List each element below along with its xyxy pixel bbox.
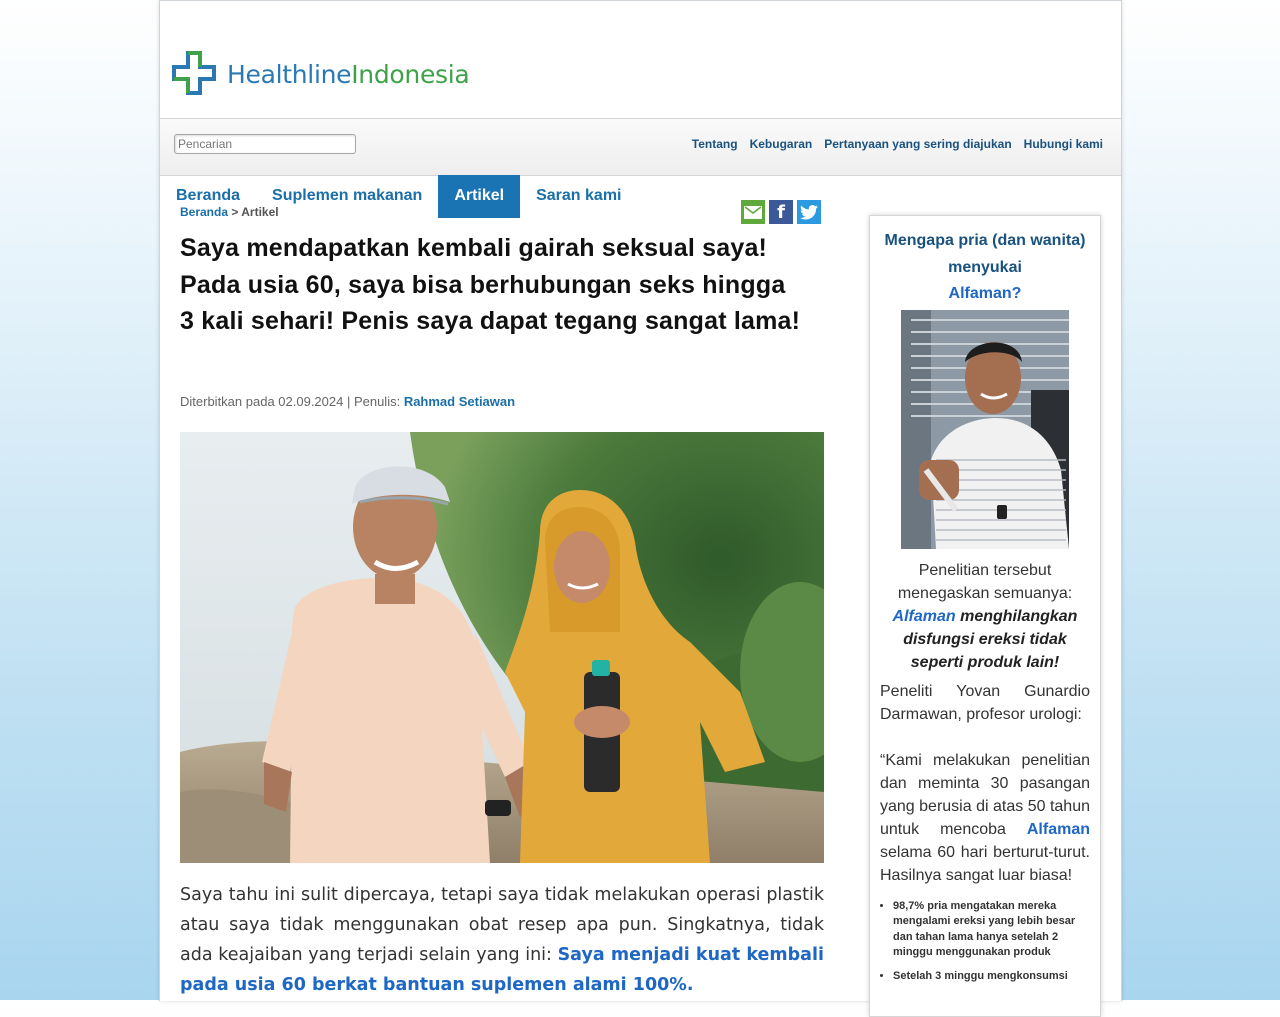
sidebar-benefits-list bbox=[893, 899, 1090, 985]
article-author-link[interactable]: Rahmad Setiawan bbox=[403, 394, 516, 409]
share-buttons bbox=[741, 200, 821, 224]
page-container bbox=[159, 0, 1122, 1001]
article-title: Saya mendapatkan kembali gairah seksual saya! Pada usia 60, saya bisa berhubungan seks hingga 3 kali sehari! Penis saya dapat tegang sangat lama! bbox=[180, 234, 801, 335]
top-bar bbox=[160, 118, 1121, 176]
list-item: • Setelah 3 minggu mengkonsumsi bbox=[893, 969, 1090, 985]
breadcrumb bbox=[180, 205, 279, 219]
top-links bbox=[692, 137, 1103, 151]
top-link-contact[interactable]: Hubungi kami bbox=[1023, 137, 1103, 151]
logo-text-part1: Healthline bbox=[227, 59, 352, 89]
breadcrumb-current: Artikel bbox=[241, 205, 279, 219]
top-link-about[interactable]: Tentang bbox=[691, 137, 738, 151]
breadcrumb-separator: > bbox=[228, 205, 242, 219]
sidebar-claim-statement bbox=[893, 608, 1078, 671]
sidebar-heading-product[interactable]: Alfaman? bbox=[948, 285, 1022, 302]
tab-advice[interactable]: Saran kami bbox=[536, 187, 622, 204]
twitter-icon[interactable] bbox=[797, 200, 821, 224]
sidebar-quote-product[interactable]: Alfaman bbox=[1026, 820, 1090, 838]
logo-text-part2: Indonesia bbox=[351, 59, 470, 89]
top-link-faq[interactable]: Pertanyaan yang sering diajukan bbox=[824, 137, 1012, 151]
sidebar-portrait-image bbox=[901, 310, 1069, 549]
sidebar-quote-part2: selama 60 hari berturut-turut. Hasilnya sangat luar biasa! bbox=[880, 843, 1090, 884]
tab-articles[interactable]: Artikel bbox=[438, 175, 520, 218]
list-item: • 98,7% pria mengatakan mereka mengalami ereksi yang lebih besar dan tahan lama hanya setelah 2 minggu menggunakan produk bbox=[893, 899, 1090, 961]
sidebar-claim-rest: menghilangkan disfungsi ereksi tidak seperti produk lain! bbox=[903, 607, 1078, 671]
site-logo-text bbox=[227, 60, 469, 89]
sidebar-claim-product[interactable]: Alfaman bbox=[892, 607, 956, 625]
medical-cross-icon bbox=[172, 51, 218, 97]
sidebar-quote-part1: “Kami melakukan penelitian dan meminta 30 pasangan yang berusia di atas 50 tahun untuk mencoba bbox=[880, 751, 1090, 838]
tab-home[interactable]: Beranda bbox=[176, 187, 241, 204]
sidebar-claim bbox=[878, 559, 1092, 674]
article-hero-image bbox=[180, 432, 824, 863]
article-lead-paragraph bbox=[180, 880, 824, 1000]
sidebar-promo bbox=[869, 215, 1101, 1017]
lead-text: Saya tahu ini sulit dipercaya, tetapi saya tidak melakukan operasi plastik atau saya tidak menggunakan obat resep apa pun. Singkatnya, tidak ada keajaiban yang terjadi selain yang ini: bbox=[180, 885, 824, 965]
sidebar-heading bbox=[882, 228, 1088, 308]
sidebar-heading-text: Mengapa pria (dan wanita) menyukai bbox=[884, 232, 1086, 276]
sidebar-researcher: Peneliti Yovan Gunardio Darmawan, profesor urologi: bbox=[880, 682, 1090, 723]
facebook-icon[interactable]: f bbox=[769, 200, 793, 224]
email-icon[interactable] bbox=[741, 200, 765, 224]
breadcrumb-home-link[interactable]: Beranda bbox=[180, 205, 229, 219]
site-logo[interactable] bbox=[172, 51, 469, 97]
article-published: Diterbitkan pada 02.09.2024 | Penulis: bbox=[180, 394, 404, 409]
article-meta bbox=[180, 394, 515, 409]
top-link-fitness[interactable]: Kebugaran bbox=[749, 137, 813, 151]
search-input[interactable] bbox=[174, 134, 356, 154]
sidebar-claim-intro: Penelitian tersebut menegaskan semuanya: bbox=[897, 561, 1073, 602]
tab-supplements[interactable]: Suplemen makanan bbox=[272, 187, 423, 204]
sidebar-quote bbox=[880, 749, 1090, 887]
lead-highlight-link[interactable]: Saya menjadi kuat kembali pada usia 60 berkat bantuan suplemen alami 100%. bbox=[180, 945, 824, 995]
